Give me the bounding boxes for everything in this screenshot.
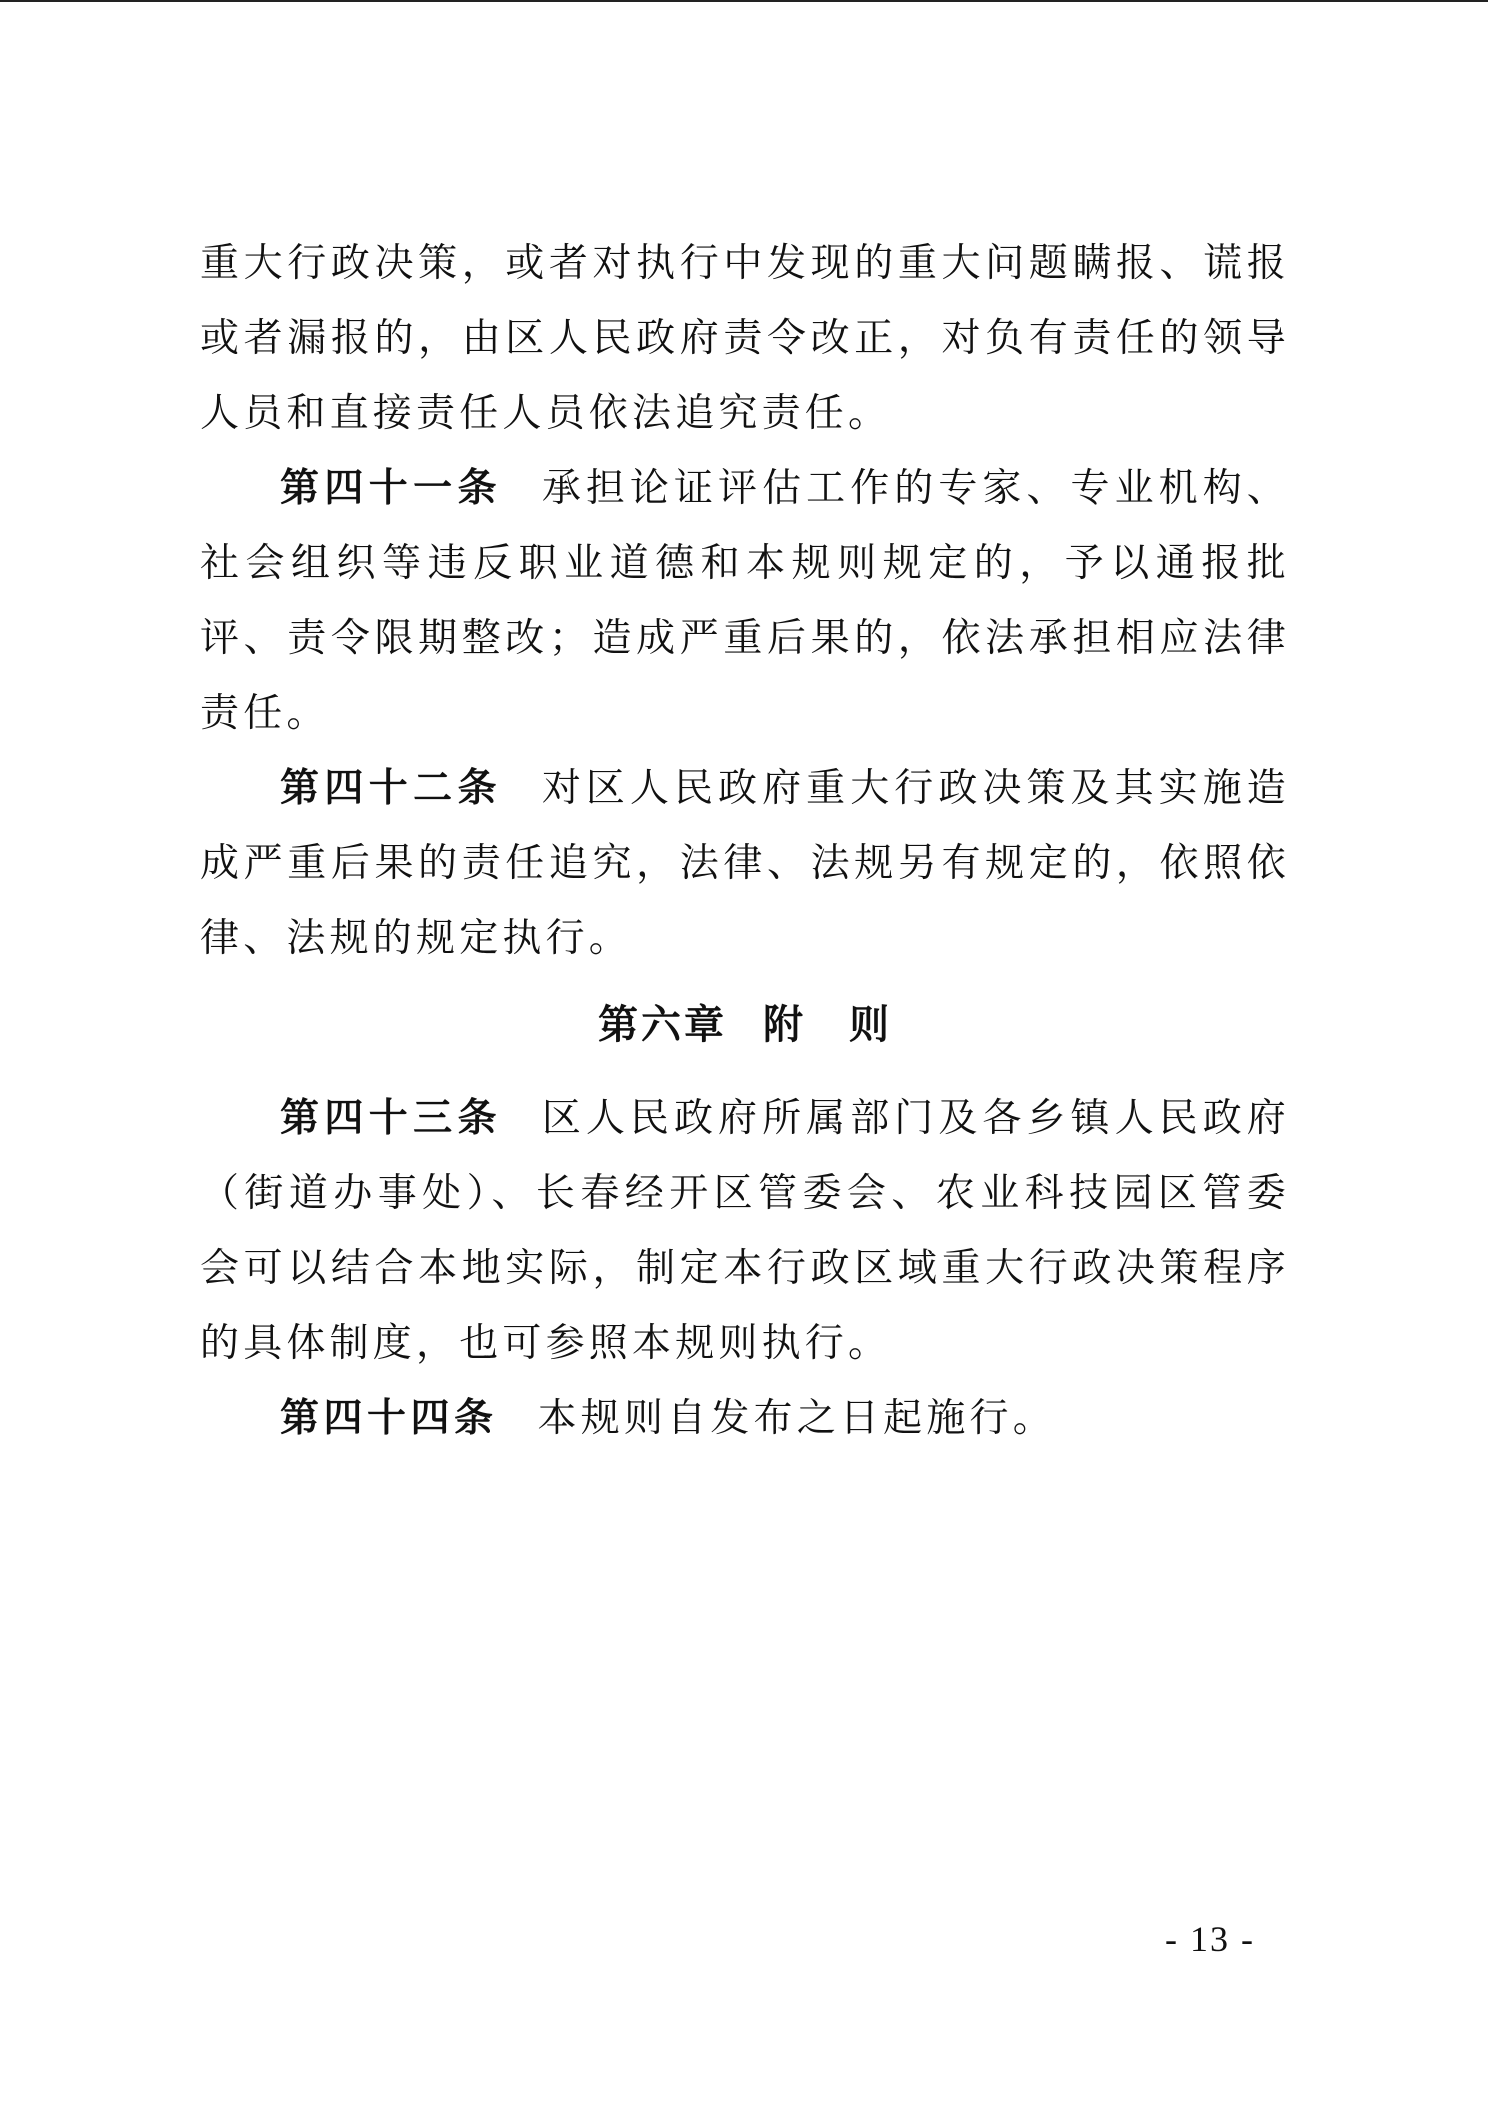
article-41 xyxy=(200,451,1290,751)
chapter-heading xyxy=(200,988,1290,1063)
article-number: 第四十二条 xyxy=(280,766,502,811)
chapter-number: 第六章 xyxy=(598,1002,727,1048)
continued-paragraph xyxy=(200,226,1290,451)
paragraph-text: 对区人民政府重大行政决策及其实施造成严重后果的责任追究，法律、法规另有规定的，依照依律、法规的规定执行。 xyxy=(200,766,1290,961)
paragraph-text: 重大行政决策，或者对执行中发现的重大问题瞒报、谎报或者漏报的，由区人民政府责令改正，对负有责任的领导人员和直接责任人员依法追究责任。 xyxy=(200,241,1290,436)
paragraph-text: 本规则自发布之日起施行。 xyxy=(537,1396,1056,1441)
page-number: - 13 - xyxy=(1165,1919,1255,1959)
article-number: 第四十三条 xyxy=(280,1096,502,1141)
paragraph-text: 区人民政府所属部门及各乡镇人民政府（街道办事处）、长春经开区管委会、农业科技园区管委会可以结合本地实际，制定本行政区域重大行政决策程序的具体制度，也可参照本规则执行。 xyxy=(200,1096,1290,1366)
paragraph-text: 承担论证评估工作的专家、专业机构、社会组织等违反职业道德和本规则规定的，予以通报批评、责令限期整改；造成严重后果的，依法承担相应法律责任。 xyxy=(200,466,1290,736)
article-number: 第四十四条 xyxy=(280,1396,498,1441)
body-text xyxy=(200,226,1290,1456)
article-43 xyxy=(200,1081,1290,1381)
chapter-name: 附 则 xyxy=(763,1002,892,1048)
article-42 xyxy=(200,751,1290,976)
article-number: 第四十一条 xyxy=(280,466,502,511)
article-44 xyxy=(200,1381,1290,1456)
